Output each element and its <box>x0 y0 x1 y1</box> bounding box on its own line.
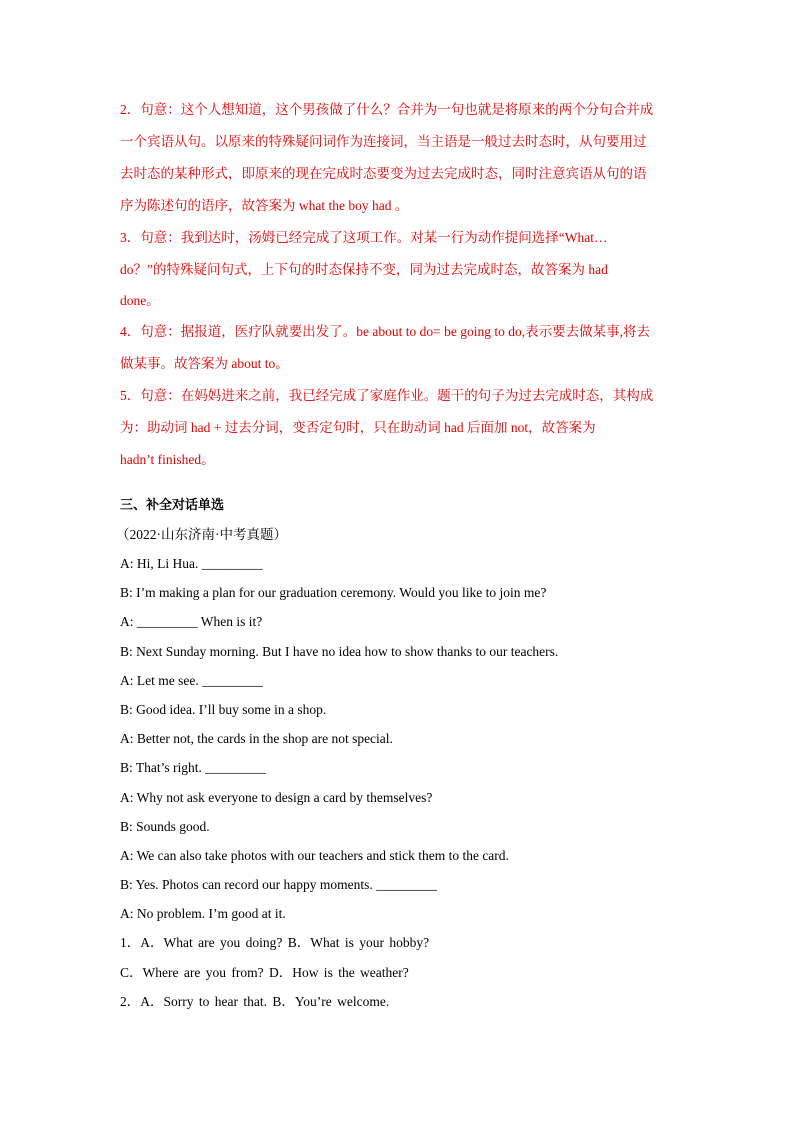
dialogue-line: B: Good idea. I’ll buy some in a shop. <box>120 701 327 717</box>
dialogue-line: B: That’s right. _________ <box>120 760 267 776</box>
explanation-line: 5．句意：在妈妈进来之前，我已经完成了家庭作业。题干的句子为过去完成时态，其构成 <box>120 388 654 403</box>
explanation-line: 3．句意：我到达时，汤姆已经完成了这项工作。对某一行为动作提问选择“What… <box>120 230 608 245</box>
dialogue-line: B: I’m making a plan for our graduation ceremony. Would you like to join me? <box>120 585 547 601</box>
explanation-line: 做某事。故答案为 about to。 <box>120 356 289 371</box>
explanation-line: 去时态的某种形式，即原来的现在完成时态要变为过去完成时态，同时注意宾语从句的语 <box>120 166 647 181</box>
answer-options-line: 1．A．What are you doing? B．What is your hobby? <box>120 935 430 951</box>
explanation-line: 为：助动词 had + 过去分词，变否定句时，只在助动词 had 后面加 not，故答案为 <box>120 420 596 435</box>
explanation-line: do？”的特殊疑问句式，上下句的时态保持不变，同为过去完成时态，故答案为 had <box>120 262 608 277</box>
dialogue-line: A: Why not ask everyone to design a card by themselves? <box>120 789 433 805</box>
dialogue-line: A: We can also take photos with our teachers and stick them to the card. <box>120 847 509 863</box>
dialogue-section <box>116 492 690 1016</box>
question-source: （2022·山东济南·中考真题） <box>116 527 287 542</box>
dialogue-line: A: Let me see. _________ <box>120 672 263 688</box>
section-title: 三、补全对话单选 <box>120 498 225 513</box>
answer-options-line: C．Where are you from? D．How is the weather? <box>120 964 409 980</box>
dialogue-line: B: Yes. Photos can record our happy moments. _________ <box>120 877 437 893</box>
explanation-line: hadn’t finished。 <box>120 452 215 467</box>
dialogue-line: A: No problem. I’m good at it. <box>120 906 286 922</box>
answer-explanations <box>120 94 690 476</box>
explanation-line: done。 <box>120 293 160 308</box>
dialogue-line: B: Next Sunday morning. But I have no idea how to show thanks to our teachers. <box>120 643 559 659</box>
explanation-line: 一个宾语从句。以原来的特殊疑问词作为连接词，当主语是一般过去时态时，从句要用过 <box>120 134 647 149</box>
dialogue-line: A: _________ When is it? <box>120 614 263 630</box>
explanation-line: 4．句意：据报道，医疗队就要出发了。be about to do= be going to do,表示要去做某事,将去 <box>120 324 650 339</box>
answer-options-line: 2．A．Sorry to hear that. B．You’re welcome. <box>120 993 390 1009</box>
explanation-line: 序为陈述句的语序，故答案为 what the boy had 。 <box>120 198 409 213</box>
dialogue-line: A: Hi, Li Hua. _________ <box>120 556 263 571</box>
dialogue-line: A: Better not, the cards in the shop are not special. <box>120 731 393 747</box>
explanation-line: 2．句意：这个人想知道，这个男孩做了什么？合并为一句也就是将原来的两个分句合并成 <box>120 102 654 117</box>
dialogue-line: B: Sounds good. <box>120 818 210 834</box>
